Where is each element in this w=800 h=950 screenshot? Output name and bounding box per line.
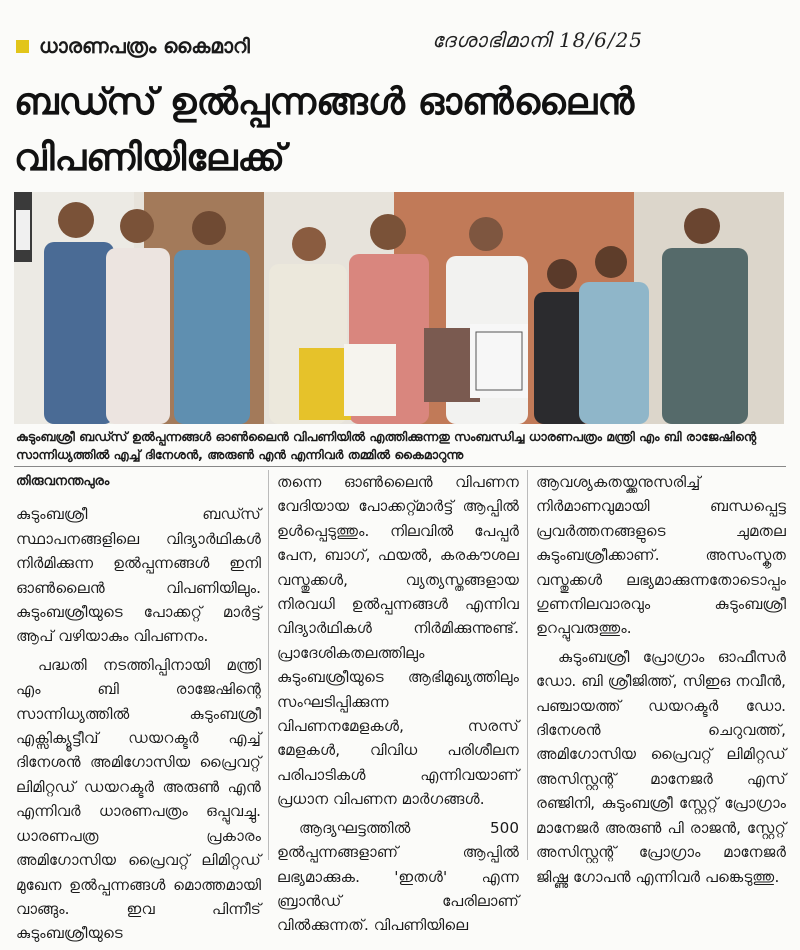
article-paragraph: കുടുംബശ്രീ പ്രോഗ്രാം ഓഫീസർ ഡോ. ബി ശ്രീജിത്ത്, സിഇഒ നവീൻ, പഞ്ചായത്ത് ഡയറക്ടർ ഡോ. ദിനേശൻ ചെറുവത്ത്, അമിഗോസിയ പ്രൈവറ്റ് ലിമിറ്റഡ് അസിസ്റ്റന്റ് മാനേജർ എസ് രഞ്ജിനി, കുടുംബശ്രീ സ്റ്റേറ്റ് പ്രോഗ്രാം മാനേജർ അരുൺ പി രാജൻ, സ്റ്റേറ്റ് അസിസ്റ്റന്റ് പ്രോഗ്രാം മാനേജർ ജിഷ്ണു ഗോപൻ എന്നിവർ പങ്കെടുത്തു. [536,647,786,886]
article-column-3 [536,470,786,893]
handwritten-note: ദേശാഭിമാനി 18/6/25 [432,28,644,52]
column-divider [527,470,528,860]
article-paragraph: കുടുംബശ്രീ ബഡ്സ് സ്ഥാപനങ്ങളിലെ വിദ്യാർഥികൾ നിർമിക്കുന്ന ഉൽപ്പന്നങ്ങൾ ഇനി ഓൺലൈൻ വിപണിയിലും. കുടുംബശ്രീയുടെ പോക്കറ്റ് മാർട്ട് ആപ് വഴിയാകും വിപണനം. [16,505,261,646]
article-paragraph: ആദ്യഘട്ടത്തിൽ 500 ഉൽപ്പന്നങ്ങളാണ് ആപ്പിൽ ലഭ്യമാക്കുക. 'ഇതൾ' എന്ന ബ്രാൻഡ് പേരിലാണ് വിൽക്കുന്നത്. വിപണിയിലെ [277,818,519,935]
news-photo-illustration [14,192,784,424]
kicker-text: ധാരണപത്രം കൈമാറി [39,34,250,58]
article-column-1 [16,470,261,950]
column-divider [268,470,269,860]
article-column-2 [277,470,519,942]
photo-caption: കുടുംബശ്രീ ബഡ്സ് ഉൽപ്പന്നങ്ങൾ ഓൺലൈൻ വിപണിയിൽ എത്തിക്കുന്നതു സംബന്ധിച്ച ധാരണപത്രം മന്ത്രി എം ബി രാജേഷിന്റെ സാന്നിധ്യത്തിൽ എച്ച് ദിനേശൻ, അരുൺ എൻ എന്നിവർ തമ്മിൽ കൈമാറുന്നു [16,429,757,462]
article-paragraph: ആവശ്യകതയ്ക്കനുസരിച്ച് നിർമാണവുമായി ബന്ധപ്പെട്ട പ്രവർത്തനങ്ങളുടെ ചുമതല കുടുംബശ്രീക്കാണ്. അസംസ്കൃത വസ്തുക്കൾ ലഭ്യമാക്കുന്നതോടൊപ്പം ഗുണനിലവാരവും കുടുംബശ്രീ ഉറപ്പുവരുത്തും. [536,473,786,638]
kicker-square-icon [16,40,29,53]
kicker [16,34,250,58]
headline: ബഡ്സ് ഉൽപ്പന്നങ്ങൾ ഓൺലൈൻ വിപണിയിലേക്ക് [14,80,635,179]
dateline: തിരുവനന്തപുരം [16,474,110,489]
caption-divider [14,466,786,467]
article-paragraph: പദ്ധതി നടത്തിപ്പിനായി മന്ത്രി എം ബി രാജേഷിന്റെ സാന്നിധ്യത്തിൽ കുടുംബശ്രീ എക്സിക്യൂട്ടീവ് ഡയറക്ടർ എച്ച് ദിനേശൻ അമിഗോസിയ പ്രൈവറ്റ് ലിമിറ്റഡ് ഡയറക്ടർ അരുൺ എൻ എന്നിവർ ധാരണപത്രം ഒപ്പുവച്ചു. ധാരണപത്ര പ്രകാരം അമിഗോസിയ പ്രൈവറ്റ് ലിമിറ്റഡ് മുഖേന ഉൽപ്പന്നങ്ങൾ മൊത്തമായി വാങ്ങും. ഇവ പിന്നീട് കുടുംബശ്രീയുടെ [16,655,261,943]
article-paragraph: തന്നെ ഓൺലൈൻ വിപണന വേദിയായ പോക്കറ്റ്മാർട്ട് ആപ്പിൽ ഉൾപ്പെടുത്തും. നിലവിൽ പേപ്പർ പേന, ബാഗ്, ഫയൽ, കരകൗശല വസ്തുക്കൾ, വ്യത്യസ്തങ്ങളായ നിരവധി ഉൽപ്പന്നങ്ങൾ എന്നിവ വിദ്യാർഥികൾ നിർമിക്കുന്നുണ്ട്. പ്രാദേശികതലത്തിലും കുടുംബശ്രീയുടെ ആഭിമുഖ്യത്തിലും സംഘടിപ്പിക്കുന്ന വിപണനമേളകൾ, സരസ് മേളകൾ, വിവിധ പരിശീലന പരിപാടികൾ എന്നിവയാണ് പ്രധാന വിപണന മാർഗങ്ങൾ. [277,473,519,809]
news-photo [14,192,784,424]
